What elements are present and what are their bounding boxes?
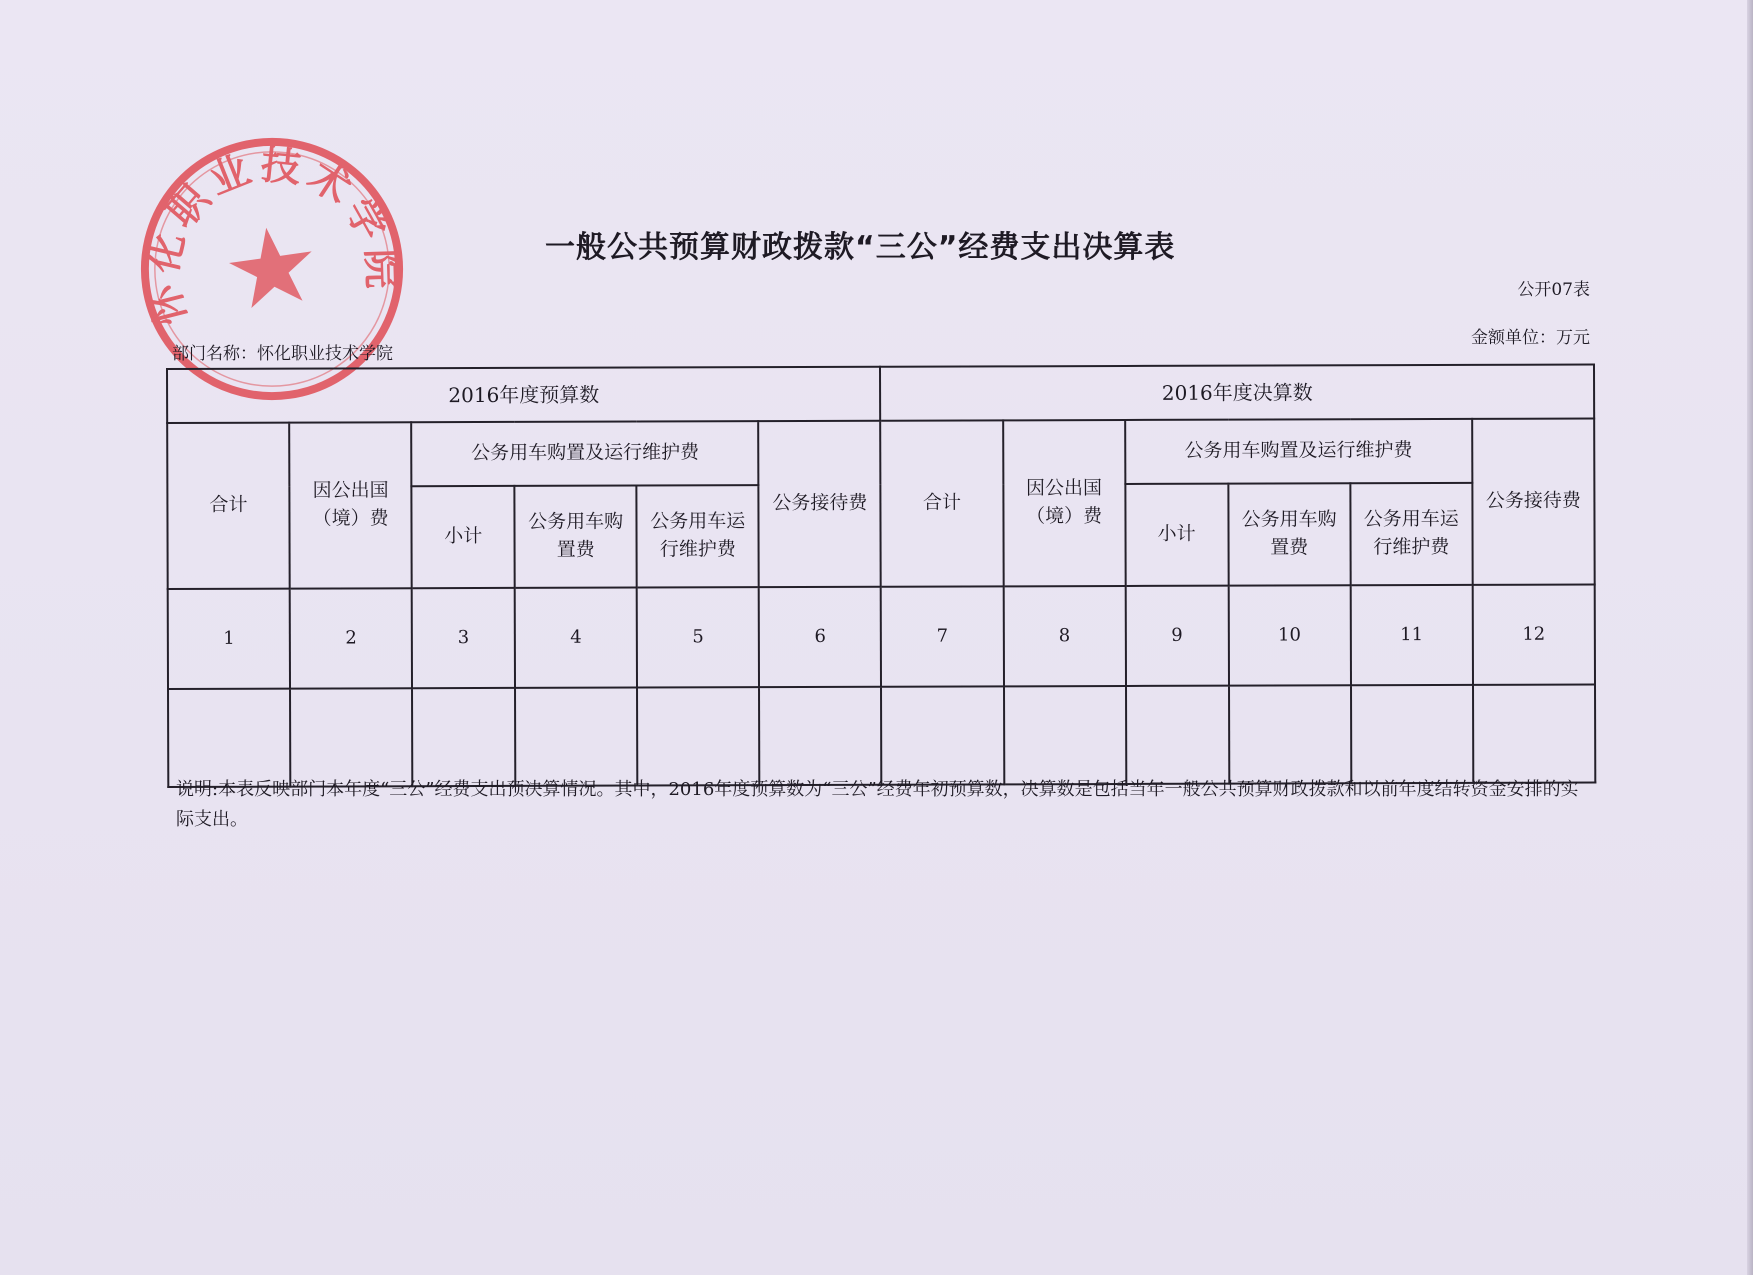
explanatory-note: 说明:本表反映部门本年度“三公”经费支出预决算情况。其中，2016年度预算数为“三公”经费年初预算数，决算数是包括当年一般公共预算财政拨款和以前年度结转资金安排的实际支出。 bbox=[176, 779, 1579, 830]
budget-total-header: 合计 bbox=[167, 423, 290, 589]
column-number: 6 bbox=[759, 587, 881, 687]
data-cell bbox=[637, 687, 759, 785]
column-number-row bbox=[168, 585, 1595, 689]
star-icon bbox=[225, 222, 318, 310]
data-row bbox=[168, 685, 1595, 787]
final-total-header: 合计 bbox=[881, 420, 1004, 586]
budget-group-header: 2016年度预算数 bbox=[167, 367, 881, 423]
column-number: 5 bbox=[637, 587, 759, 687]
column-number: 7 bbox=[881, 586, 1003, 686]
data-cell bbox=[1229, 685, 1351, 783]
data-cell bbox=[412, 688, 515, 786]
amount-unit: 金额单位：万元 bbox=[1471, 328, 1590, 348]
column-number: 8 bbox=[1003, 586, 1125, 686]
budget-vehicle-operation-header: 公务用车运行维护费 bbox=[637, 485, 759, 587]
document-title: 一般公共预算财政拨款“三公”经费支出决算表 bbox=[545, 230, 1176, 265]
seal-text: 怀化职业技术学院 bbox=[139, 142, 405, 330]
data-cell bbox=[1004, 686, 1126, 784]
column-number: 10 bbox=[1228, 585, 1350, 685]
data-cell bbox=[1473, 685, 1595, 783]
column-number: 9 bbox=[1125, 586, 1228, 686]
column-number: 4 bbox=[515, 588, 637, 688]
budget-reception-header: 公务接待费 bbox=[759, 421, 882, 587]
department-label: 部门名称： bbox=[172, 344, 257, 364]
final-vehicle-operation-header: 公务用车运行维护费 bbox=[1350, 483, 1472, 585]
group-header-row bbox=[167, 365, 1594, 423]
data-cell bbox=[515, 688, 637, 786]
three-public-expenses-table bbox=[166, 364, 1596, 788]
final-vehicle-purchase-header: 公务用车购置费 bbox=[1228, 483, 1350, 585]
department-name: 怀化职业技术学院 bbox=[257, 344, 393, 364]
budget-vehicle-group-header: 公务用车购置及运行维护费 bbox=[411, 421, 758, 486]
column-header-row bbox=[167, 419, 1594, 487]
data-cell bbox=[881, 686, 1003, 784]
budget-vehicle-purchase-header: 公务用车购置费 bbox=[514, 486, 636, 588]
final-abroad-header: 因公出国（境）费 bbox=[1003, 420, 1126, 586]
form-number: 公开07表 bbox=[1517, 280, 1590, 300]
page-edge bbox=[1747, 0, 1753, 1275]
data-cell bbox=[1351, 685, 1473, 783]
department-line bbox=[172, 339, 393, 364]
data-cell bbox=[1126, 686, 1229, 784]
column-number: 11 bbox=[1350, 585, 1472, 685]
column-number: 2 bbox=[290, 588, 412, 688]
final-group-header: 2016年度决算数 bbox=[880, 365, 1594, 421]
data-cell bbox=[290, 688, 412, 786]
expense-table-wrapper bbox=[166, 364, 1596, 788]
final-vehicle-group-header: 公务用车购置及运行维护费 bbox=[1125, 419, 1472, 484]
budget-abroad-header: 因公出国（境）费 bbox=[289, 422, 412, 588]
budget-subtotal-header: 小计 bbox=[412, 486, 515, 588]
column-number: 1 bbox=[168, 589, 290, 689]
final-reception-header: 公务接待费 bbox=[1472, 419, 1595, 585]
column-number: 12 bbox=[1473, 585, 1596, 685]
svg-text:怀化职业技术学院 bbox=[123, 125, 410, 330]
data-cell bbox=[168, 689, 290, 787]
column-number: 3 bbox=[412, 588, 515, 688]
final-subtotal-header: 小计 bbox=[1125, 484, 1228, 586]
data-cell bbox=[759, 687, 881, 785]
